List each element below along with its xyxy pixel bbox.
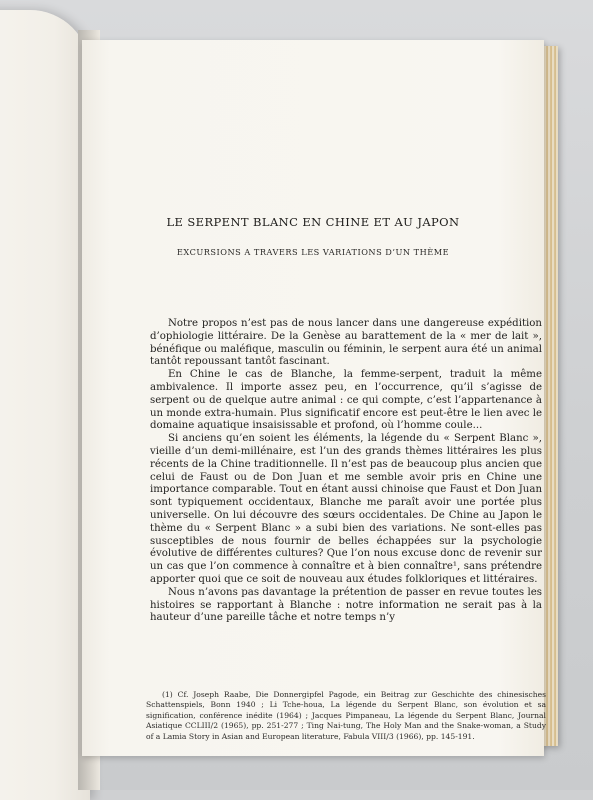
book-page bbox=[82, 40, 544, 756]
chapter-subtitle: EXCURSIONS A TRAVERS LES VARIATIONS D’UN THÈME bbox=[176, 247, 450, 257]
left-page bbox=[0, 10, 90, 800]
paragraph-4: Nous n’avons pas davantage la prétention de passer en revue toutes les histoires se rapportant à Blanche : notre information ne serait pas à la hauteur d’une pareille tâche et notre temps n’y bbox=[150, 586, 542, 624]
footnote-1: (1) Cf. Joseph Raabe, Die Donnergipfel Pagode, ein Beitrag zur Geschichte des chinesisches Schattenspiels, Bonn 1940 ; Li Tche-houa, La légende du Serpent Blanc, son évolution et sa signification, conférence inédite (1964) ; Jacques Pimpaneau, La légende du Serpent Blanc, Journal Asiatique CCLIII/2 (1965), pp. 251-277 ; Ting Nai-tung, The Holy Man and the Snake-woman, a Study of a Lamia Story in Asian and European literature, Fabula VIII/3 (1966), pp. 145-191. bbox=[146, 690, 546, 741]
body-text bbox=[150, 318, 542, 625]
chapter-title: LE SERPENT BLANC EN CHINE ET AU JAPON bbox=[166, 215, 460, 229]
footnotes bbox=[146, 690, 546, 742]
paragraph-3: Si anciens qu’en soient les éléments, la légende du « Serpent Blanc », vieille d’un demi-millénaire, est l’un des grands thèmes littéraires les plus récents de la Chine traditionnelle. Il n’est pas de beaucoup plus ancien que celui de Faust ou de Don Juan et me semble avoir pris en Chine une importance comparable. Tout en étant aussi chinoise que Faust et Don Juan sont typiquement occidentaux, Blanche me paraît avoir une portée plus universelle. On lui découvre des sœurs occidentales. De Chine au Japon le thème du « Serpent Blanc » a subi bien des variations. Ne sont-elles pas susceptibles de nous fournir de belles échappées sur la psychologie évolutive de différentes cultures? Que l’on nous excuse donc de revenir sur un cas que l’on commence à connaître et à bien connaître¹, sans prétendre apporter quoi que ce soit de nouveau aux études folkloriques et littéraires. bbox=[150, 433, 542, 585]
paragraph-1: Notre propos n’est pas de nous lancer dans une dangereuse expédition d’ophiologie littéraire. De la Genèse au barattement de la « mer de lait », bénéfique ou maléfique, masculin ou féminin, le serpent aura été un animal tantôt repoussant tantôt fascinant. bbox=[150, 318, 542, 368]
paragraph-2: En Chine le cas de Blanche, la femme-serpent, traduit la même ambivalence. Il importe assez peu, en l’occurrence, qu’il s’agisse de serpent ou de quelque autre animal : ce qui compte, c’est l’appartenance à un monde extra-humain. Plus significatif encore est peut-être le lien avec le domaine aquatique insaisissable et profond, où l’homme coule... bbox=[150, 369, 542, 432]
